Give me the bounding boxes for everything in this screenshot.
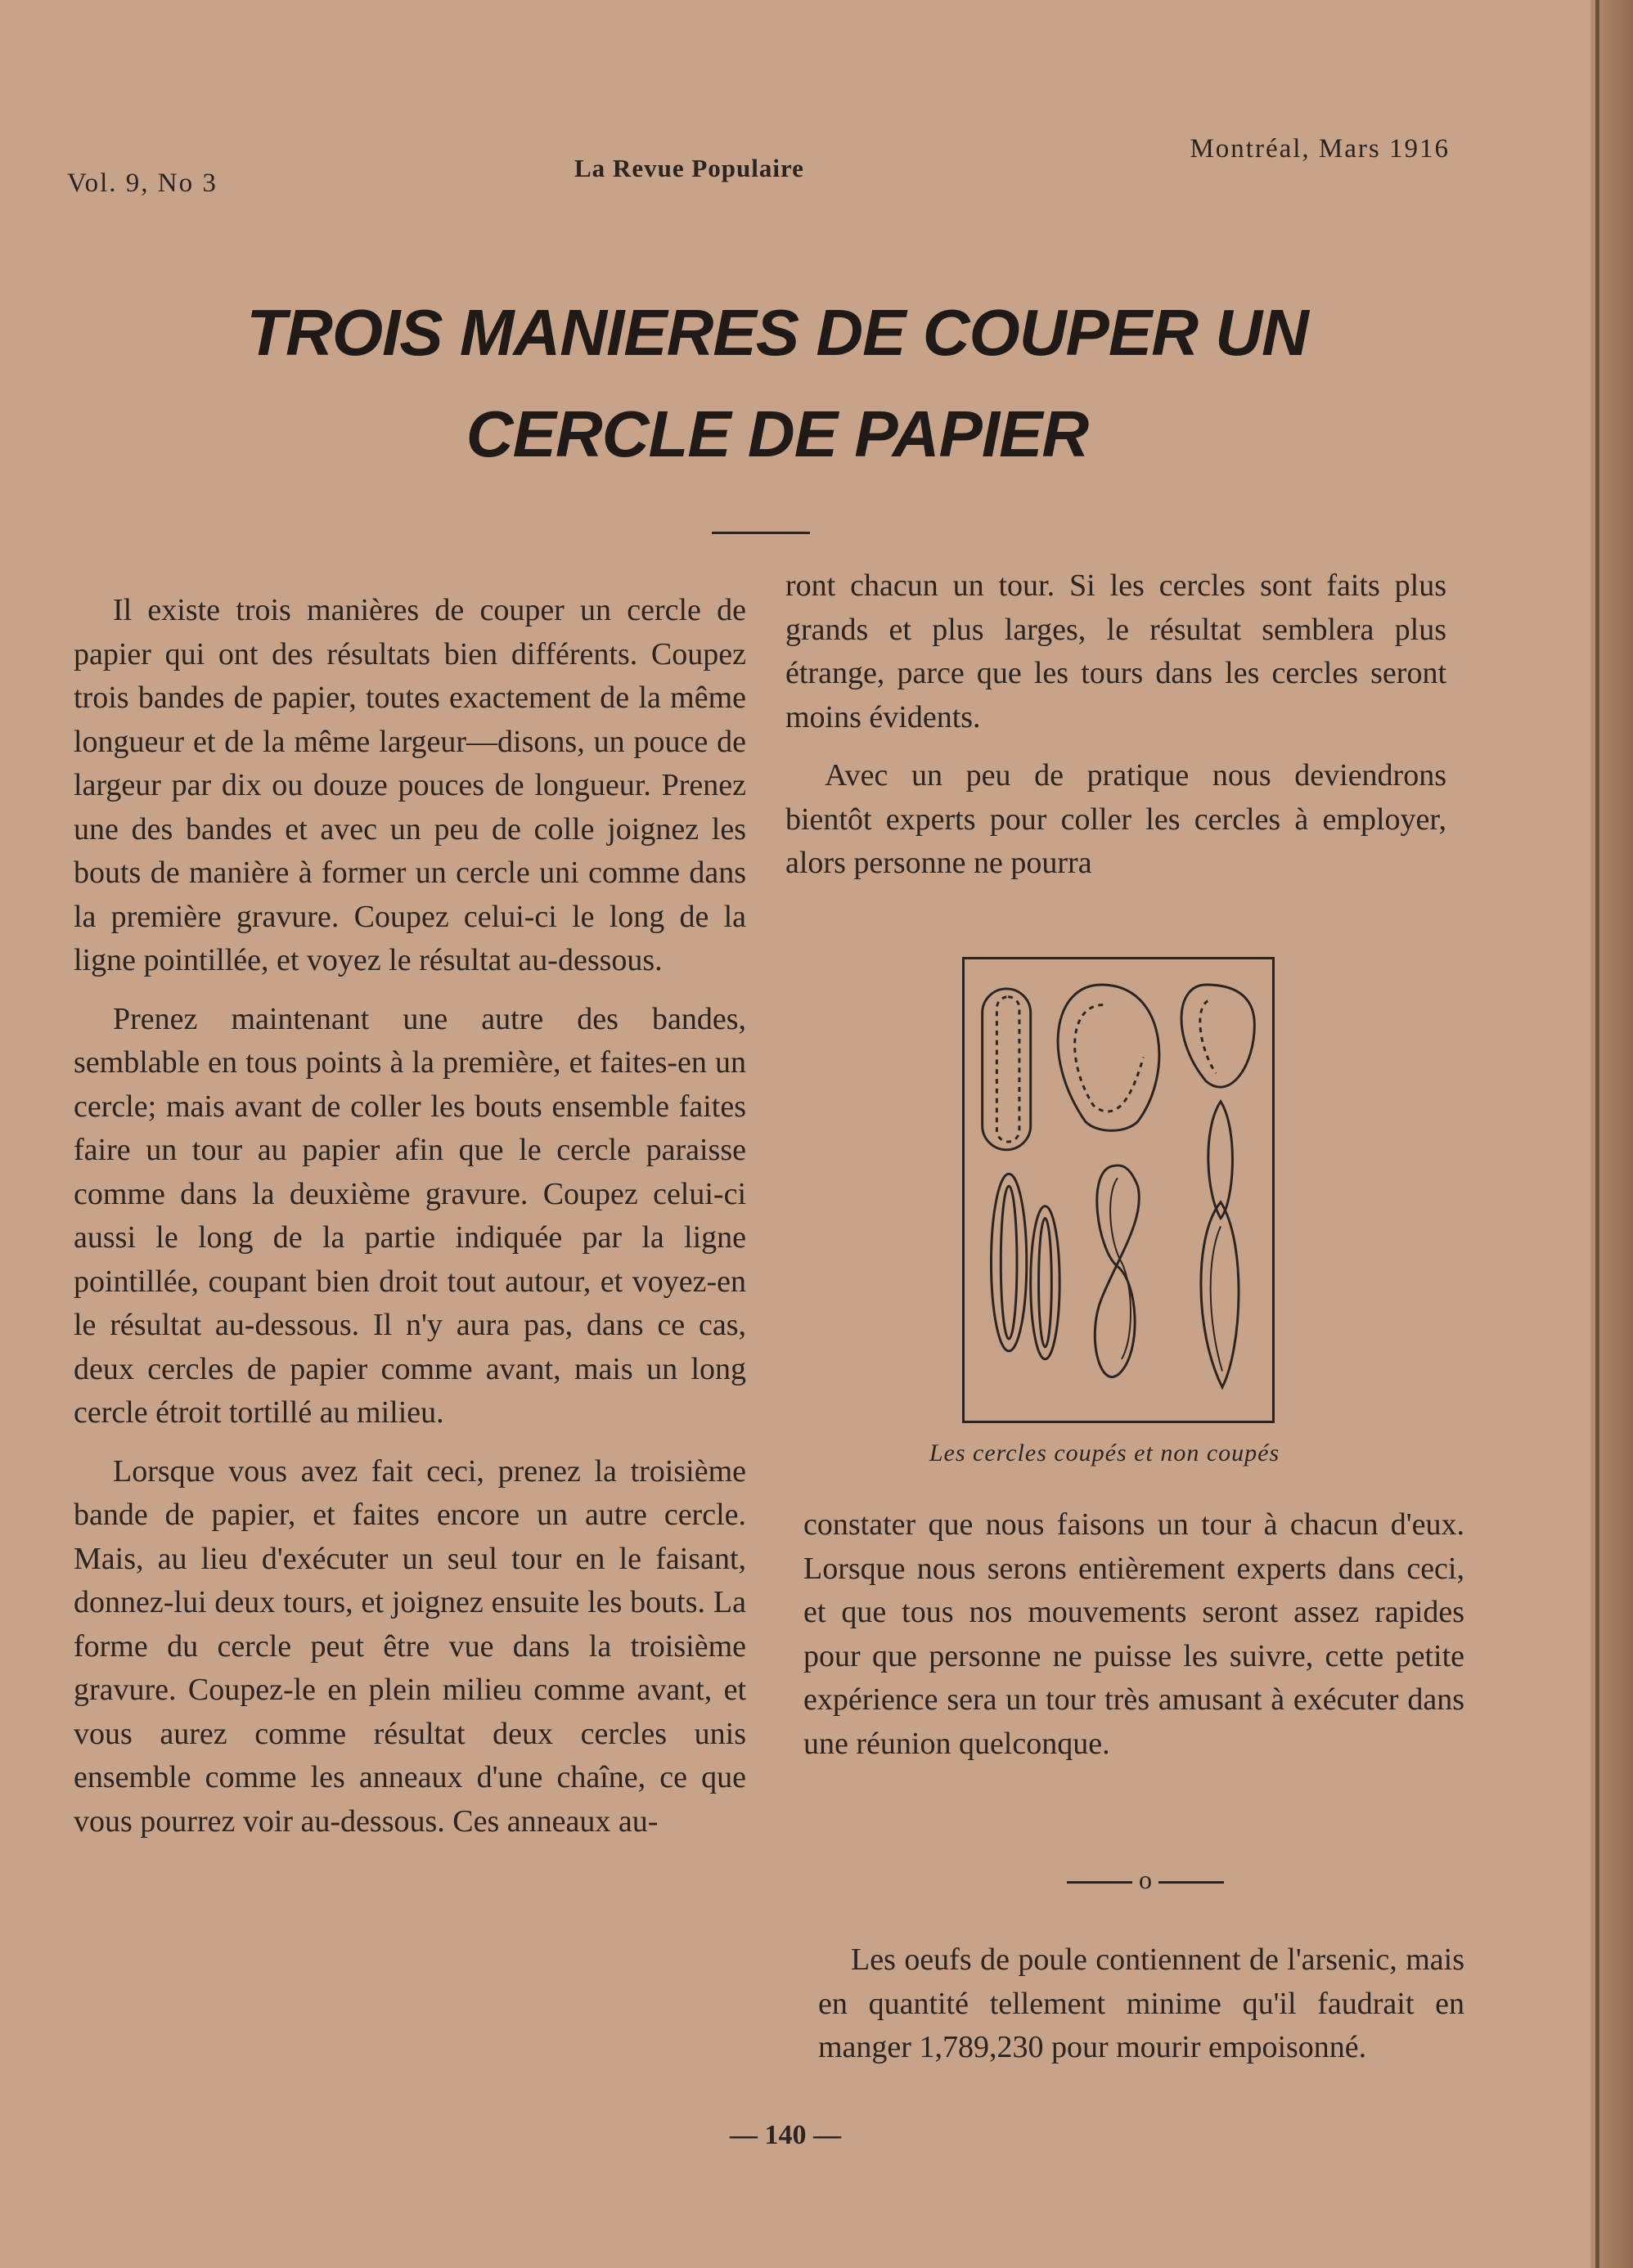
linked-rings-result [1201,1102,1239,1387]
section-separator [1055,1865,1235,1895]
two-separate-rings-result [991,1174,1059,1359]
paragraph-2: Prenez maintenant une autre des bandes, semblable en tous points à la première, et faites-en un cercle; mais avant de coller les bouts ensemble faites faire un tour au papier afin que le cercle paraisse comme dans la deuxième gravure. Coupez celui-ci aussi le long de la partie indiquée par la ligne pointillée, coupant bien droit tout autour, et voyez-en le résultat au-dessous. Il n'y aura pas, dans ce cas, deux cercles de papier comme avant, mais un long cercle étroit tortillé au milieu. [74,1001,746,1430]
plain-band-uncut [983,989,1031,1150]
title-rule [712,532,810,534]
publication-name: La Revue Populaire [574,154,804,182]
running-header [67,123,1450,196]
volume-number: Vol. 9, No 3 [67,168,218,198]
paper-circles-figure [962,957,1275,1423]
separator-dash-right [1158,1881,1224,1884]
paragraph-1: Il existe trois manières de couper un cercle de papier qui ont des résultats bien différents. Coupez trois bandes de papier, toutes exactement de la même longueur et de la même largeur—disons, un pouce de largeur par dix ou douze pouces de longueur. Prenez une des bandes et avec un peu de colle joignez les bouts de manière à former un cercle uni comme dans la première gravure. Coupez celui-ci le long de la ligne pointillée, et voyez le résultat au-dessous. [74,593,746,977]
paragraph-4-continued: constater que nous faisons un tour à chacun d'eux. Lorsque nous serons entièrement experts dans ceci, et que tous nos mouvements seront assez rapides pour que personne ne puisse les suivre, cette petite expérience sera un tour très amusant à exécuter dans une réunion quelconque. [803,1507,1464,1761]
article-title [164,282,1391,485]
paragraph-3: Lorsque vous avez fait ceci, prenez la troisième bande de papier, et faites encore un autre cercle. Mais, au lieu d'exécuter un seul tour en le faisant, donnez-lui deux tours, et joignez ensuite les bouts. La forme du cercle peut être vue dans la troisième gravure. Coupez-le en plein milieu comme avant, et vous aurez comme résultat deux cercles unis ensemble comme les anneaux d'une chaîne, ce que vous pourrez voir au-dessous. Ces anneaux au- [74,1453,746,1839]
spine-shadow [1595,0,1599,2268]
separator-dash-left [1067,1881,1132,1884]
left-column [74,589,746,1844]
right-column-bottom [803,1503,1464,1766]
paragraph-4: Avec un peu de pratique nous deviendrons bientôt experts pour coller les cercles à employer, alors personne ne pourra [785,758,1446,880]
fact-text: Les oeufs de poule contiennent de l'arsenic, mais en quantité tellement minime qu'il faudrait en manger 1,789,230 pour mourir empoisonné. [818,1942,1464,2064]
long-twisted-ring-result [1095,1165,1139,1377]
page-edge [1590,0,1633,2268]
place-and-date: Montréal, Mars 1916 [1190,134,1450,164]
title-line-1: TROIS MANIERES DE COUPER UN [246,296,1308,369]
one-twist-band-uncut [1058,985,1159,1130]
paper-circles-illustration [965,959,1272,1421]
fact-item [818,1938,1464,2070]
two-twist-band-uncut [1181,985,1254,1087]
page-number: — 140 — [730,2120,841,2150]
paragraph-3-continued: ront chacun un tour. Si les cercles sont faits plus grands et plus larges, le résultat semblera plus étrange, parce que les tours dans les cercles seront moins évidents. [785,568,1446,734]
figure-caption: Les cercles coupés et non coupés [929,1439,1280,1466]
right-column-top [785,564,1446,886]
separator-mark: o [1139,1865,1152,1894]
title-line-2: CERCLE DE PAPIER [466,397,1089,470]
